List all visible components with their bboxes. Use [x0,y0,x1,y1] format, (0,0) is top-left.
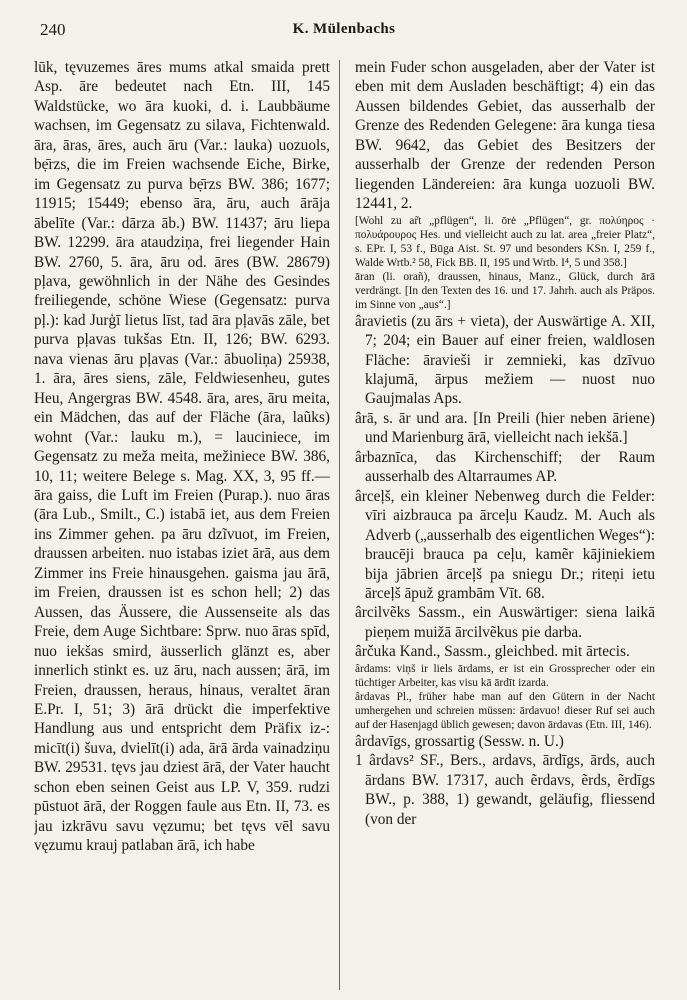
column-divider [339,60,340,990]
entry-arcilveks: ârcilvẽks Sassm., ein Auswärtiger: siena laikā pieņem muižā ārcilvẽkus pie darba. [355,604,655,641]
left-column [34,58,330,990]
entry-paragraph: lūk, tęvuzemes āres mums atkal smaida prett Asp. āre bedeutet nach Etn. III, 145 Waldstücke, wo āra kuoki, d. i. Laubbäume wachsen, im Gegensatz zu silava, Fichtenwald. āra, āras, āres, auch āru (Var.: lauka) uozuols, bẹ̄rzs, die im Freien wachsende Eiche, Birke, im Gegensatz zu purva bẹ̄rzs BW. 386; 1677; 11915; 15449; ebenso āra, āru, auch ārāja ābelīte (Var.: dārza āb.) BW. 11437; āru liepa BW. 12299. āra ataudziņa, frei liegender Hain BW. 2760, 5. āra, āru od. āres (BW. 28679) pļava, gewöhnlich in der Nähe des Gesindes freiliegende, schöne Wiese (Gegensatz: purva pļ.): kad Jurģī lietus līst, tad āra pļavās zāle, bet purva pļavas tukšas Etn. II, 126; BW. 6293. nava vienas āru pļavas (Var.: ābuoliņa) 25938, 1. āra, āres siens, zāle, Feldwiesenheu, gutes Heu, Angergras BW. 4548. āra, ares, āru meita, ein Mädchen, das auf der Fläche (āra, laũks) wohnt (Var.: lauku m.), = lauciniece, im Gegensatz zu meža meita, mežiniece BW. 386, 10, 11; weitere Belege s. Mag. XX, 3, 95 ff.—āra gaiss, die Luft im Freien (Purap.). nuo āras (āra Lub., Smilt., C.) istabā iet, aus dem Freien ins Zimmer gehen. pa āru dzĩvuot, im Freien, draussen arbeiten. nuo istabas iziet ārā, aus dem Zimmer ins Freie hinausgehen. gaisma jau ārā, im Freien, draussen ist es schon hell; 2) das Aussen, das Äussere, die Aussenseite als das Freie, dem Auge Sichtbare: Sprw. nuo āras spīd, nuo iekšas smird, äusserlich glänzt es, aber innerlich stinkt es. uz āru, nach aussen; ārā, im Freien, draussen, heraus, hinaus, veraltet āran E.Pr. I, 51; 3) ārā drückt die imperfektive Handlung aus und entspricht dem Präfix iz-: micīt(i) šuva, dvielīt(i) ada, ārā ārda vainadziņu BW. 29531. tęvs jau dziest ārā, der Vater haucht schon eben seinen Geist aus LP. V, 359. rudzi pūstuot ārā, der Roggen faule aus Etn. II, 73. es jau izkrāvu savu vęzumu; bet tęvs vēl savu vęzumu krauj patlaban ārā, ich habe [34,59,330,855]
etymology-note: [Wohl zu ar̃t „pflügen“, li. ōrė „Pflügen“, gr. πολύηρος · πολυάρουρος Hes. und vielleicht auch zu lat. area „freier Platz“, s. EPr. I, 53 f., Būga Aist. St. 97 und besonders KSn. I, 259 f., Walde Wrtb.² 58, Fick BB. II, 195 und Wrtb. I⁴, 5 und 358.] [355,214,655,269]
entry-paragraph: mein Fuder schon ausgeladen, aber der Vater ist eben mit dem Ausladen beschäftigt; 4) ein das Aussen bildendes Gebiet, das ausserhalb der Grenze des Redenden Gelegene: āra kunga tiesa BW. 9642, das Gebiet des Besitzers der ausserhalb der Grenze der redenden Person liegenden Ländereien: āra kunga uozuoli BW. 12441, 2. [355,59,655,213]
entry-arbaznica: ârbaznīca, das Kirchenschiff; der Raum ausserhalb des Altarraumes AP. [355,448,655,486]
entry-ardavas: ârdavas Pl., früher habe man auf den Gütern in der Nacht umhergehen und schreien müssen: ārdavuo! dieser Ruf sei auch auf der Hasenjagd üblich gewesen; davon ārdavas (Etn. III, 146). [355,690,655,731]
entry-arcels: ârceļš, ein kleiner Nebenweg durch die Felder: vīri aizbrauca pa ārceļu Kaudz. M. Auch als Adverb („ausserhalb des eigentlichen Weges“): braucēji brauca pa ceļu, kamẽr kājiniekiem bija jābrien ārceļš pa sniegu Dr.; riteņi ietu ārceļš āpuž grambām Vīt. 68. [355,487,655,602]
entry-aran: āran (li. orañ), draussen, hinaus, Manz., Glück, durch ārā verdrängt. [In den Texten des 16. und 17. Jahrh. auch als Präpos. im Sinne von „aus“.] [355,270,655,311]
entry-arcuka: ârčuka Kand., Sassm., gleichbed. mit ārtecis. [355,643,630,661]
running-title: K. Mülenbachs [292,21,396,37]
entry-ardams: ârdams: viņš ir liels ārdams, er ist ein Grossprecher oder ein tüchtiger Arbeiter, kas visu kā ārdīt izarda. [355,662,655,689]
page-header [40,14,648,44]
entry-aravietis: âravietis (zu ārs + vieta), der Auswärtige A. XII, 7; 204; ein Bauer auf einer freien, waldlosen Fläche: āravieši ir zemnieki, kas dzīvuo klajumā, ārpus mežiem — nuost nuo Gaujmalas Aps. [355,312,655,408]
page-number: 240 [40,20,66,39]
right-column [355,58,655,990]
entry-ara: ârā, s. ār und ara. [In Preili (hier neben āriene) und Marienburg ārā, vielleicht nach iekšā.] [355,409,655,447]
entry-ardavs: 1 ârdavs² SF., Bers., ardavs, ārdīgs, ārds, auch ārdans BW. 17317, auch ẽrdavs, ẽrds, ẽrdīgs BW., p. 388, 1) gewandt, geläufig, fliessend (von der [355,752,655,828]
entry-ardavigs: ârdavīgs, grossartig (Sessw. n. U.) [355,732,564,750]
